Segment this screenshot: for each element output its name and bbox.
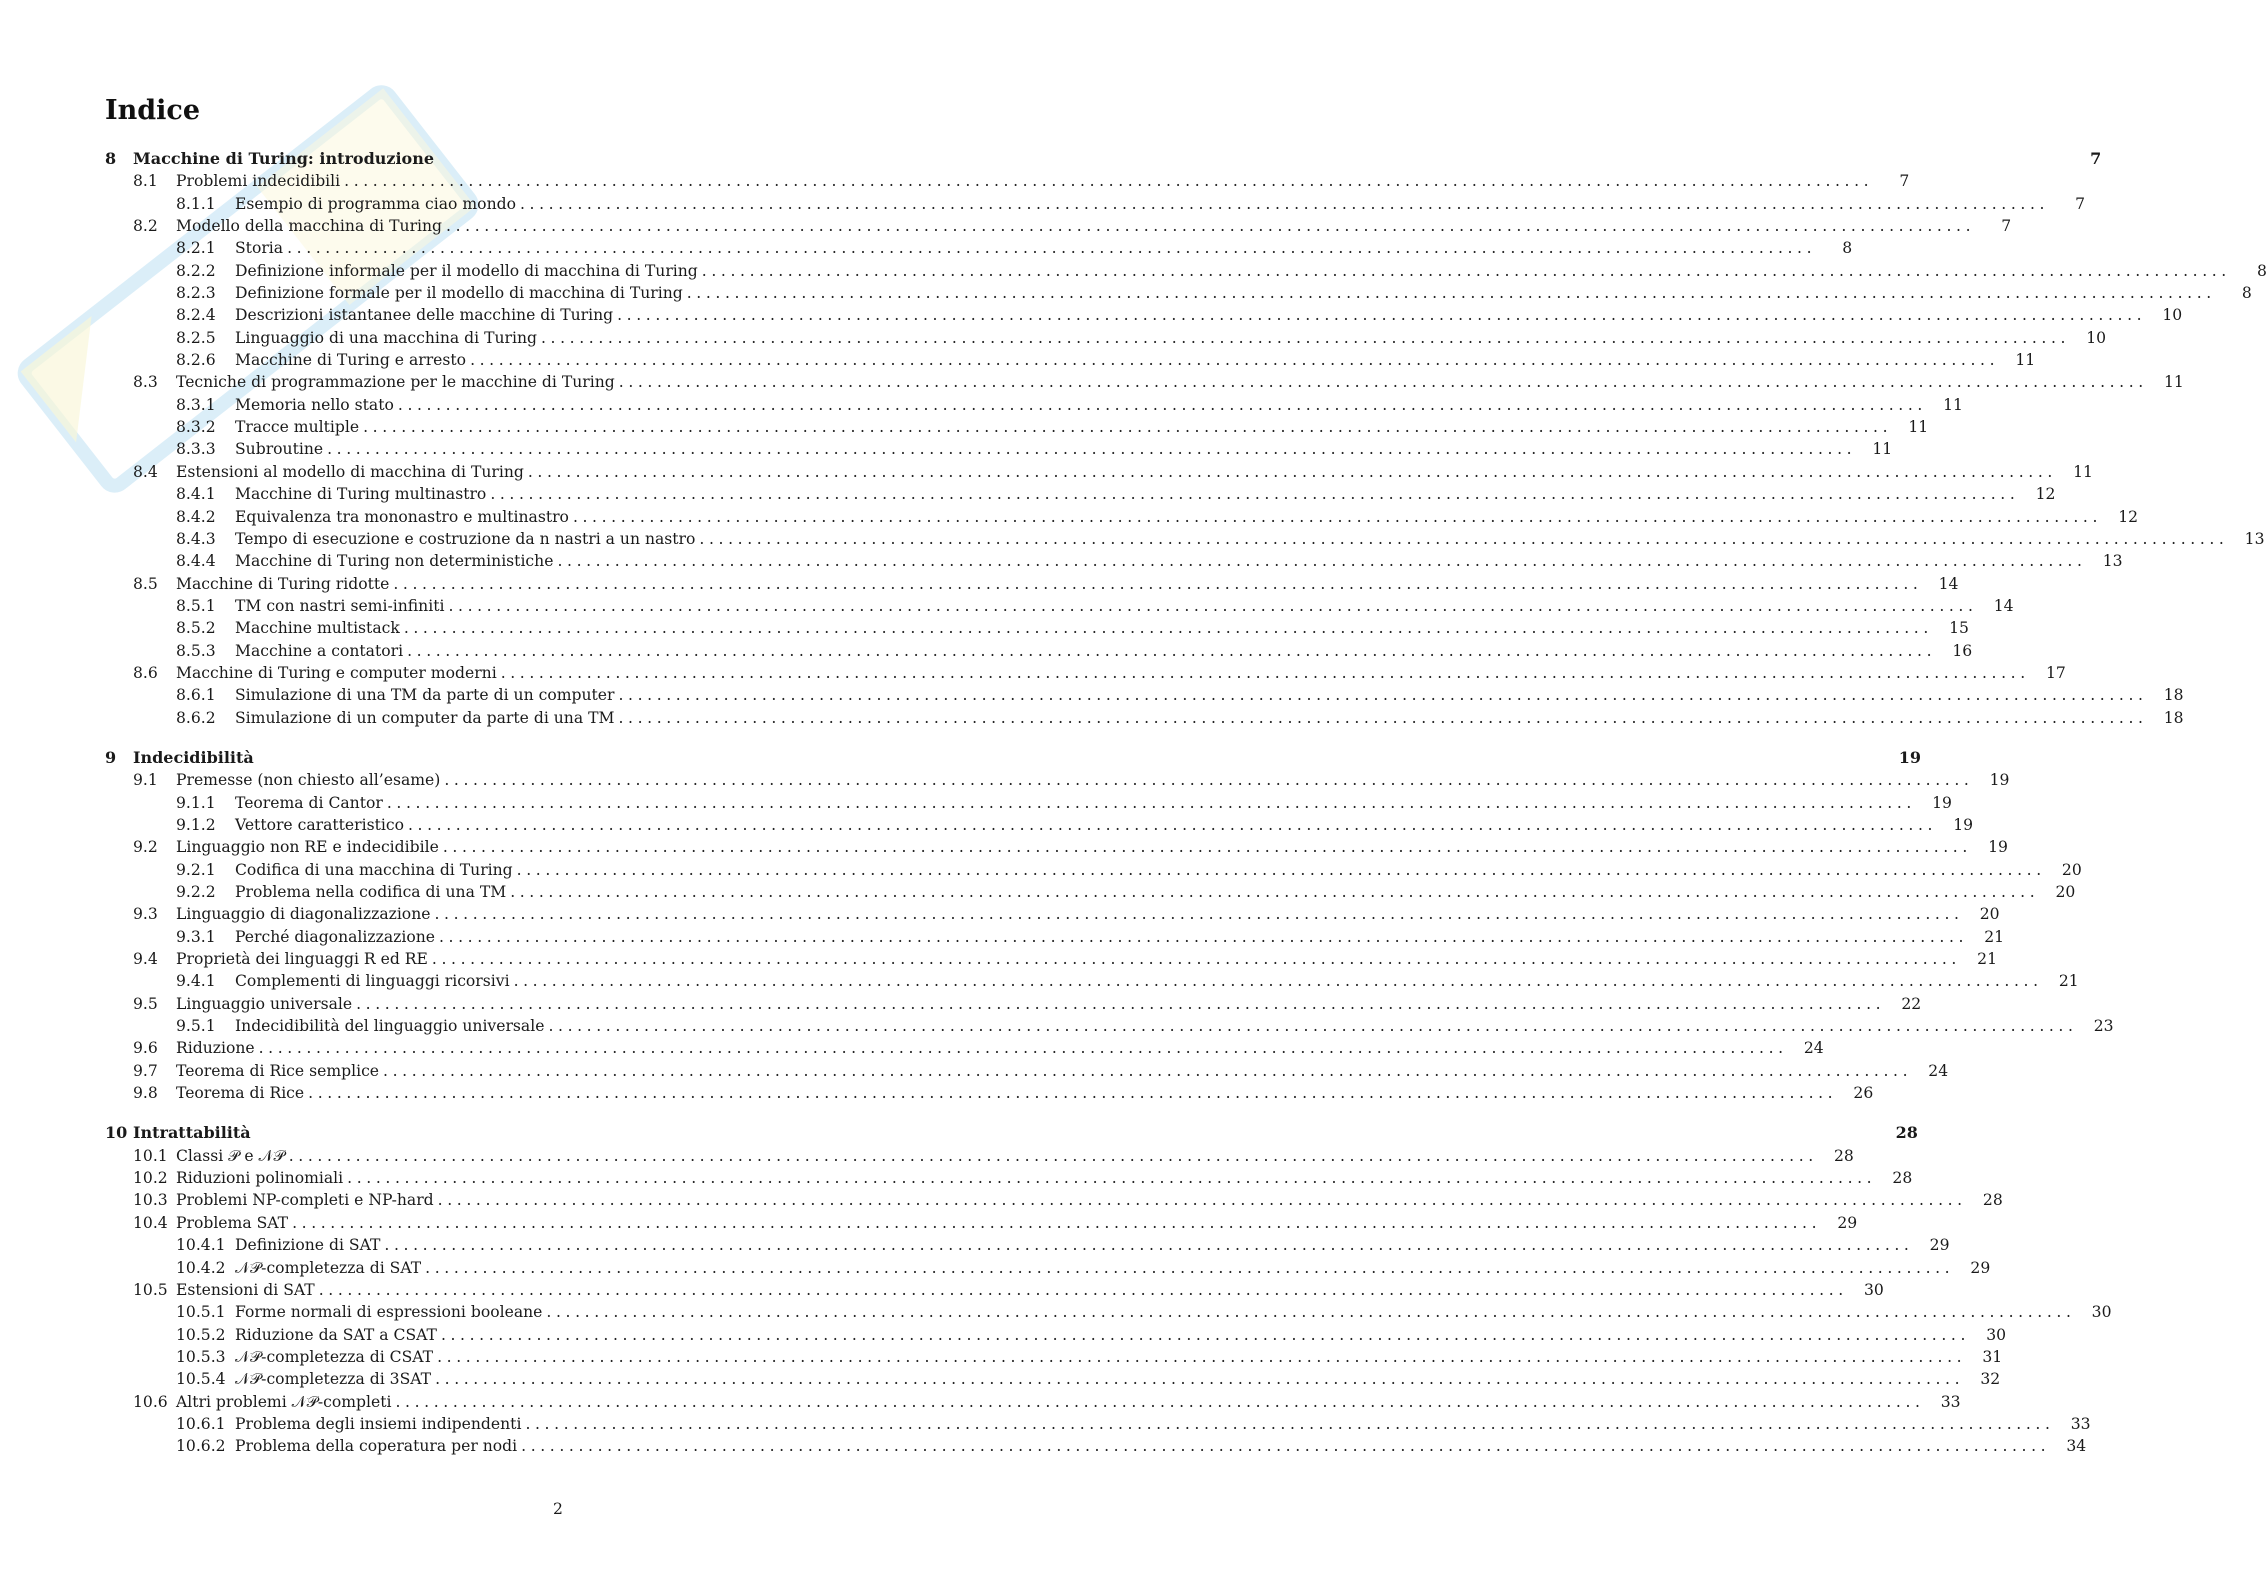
section-entry[interactable] (105, 769, 2010, 791)
subsection-entry[interactable] (105, 193, 2086, 215)
entry-title: Riduzioni polinomiali (176, 1169, 344, 1188)
entry-number: 10.1 (133, 1146, 168, 1165)
dot-leader: ................................................................................................................................................................ (699, 529, 2229, 548)
entry-page: 17 (2045, 663, 2066, 682)
section-entry[interactable] (105, 461, 2093, 483)
entry-title: Proprietà dei linguaggi R ed RE (176, 950, 428, 969)
entry-title: Equivalenza tra mononastro e multinastro (235, 507, 569, 526)
section-entry[interactable] (105, 1189, 2003, 1211)
dot-leader: ................................................................................................................................................................ (572, 507, 2103, 526)
entry-number: 8.6.2 (176, 708, 216, 727)
entry-number: 9.7 (133, 1061, 158, 1080)
entry-number: 9.1 (133, 771, 158, 790)
subsection-entry[interactable] (105, 792, 1952, 814)
dot-leader: ................................................................................................................................................................ (384, 1236, 1914, 1255)
subsection-entry[interactable] (105, 1015, 2114, 1037)
section-entry[interactable] (105, 573, 1959, 595)
entry-page: 12 (2035, 485, 2056, 504)
entry-page: 7 (2001, 217, 2012, 236)
entry-title: Macchine di Turing non deterministiche (235, 552, 554, 571)
entry-page: 21 (2058, 972, 2079, 991)
entry-title: Teorema di Rice semplice (176, 1061, 380, 1080)
entry-page: 19 (1932, 793, 1952, 812)
entry-title: Problemi indecidibili (176, 172, 341, 191)
entry-title: 𝒩𝒫-completezza di SAT (235, 1258, 422, 1277)
entry-number: 9.1.1 (176, 793, 216, 812)
entry-title: Definizione formale per il modello di macchina di Turing (235, 284, 683, 303)
dot-leader: ................................................................................................................................................................ (347, 1169, 1877, 1188)
subsection-entry[interactable] (105, 640, 1973, 662)
entry-page: 11 (2073, 462, 2093, 481)
entry-page: 7 (2075, 194, 2086, 213)
entry-title: Codifica di una macchina di Turing (235, 860, 513, 879)
entry-page: 28 (1982, 1191, 2003, 1210)
subsection-entry[interactable] (105, 859, 2082, 881)
entry-title: Subroutine (235, 440, 324, 459)
section-entry[interactable] (105, 1279, 1884, 1301)
entry-title: Linguaggio universale (176, 994, 353, 1013)
entry-number: 10.4.2 (176, 1258, 226, 1277)
dot-leader: ................................................................................................................................................................ (525, 1414, 2055, 1433)
entry-title: Macchine di Turing: introduzione (133, 149, 435, 168)
entry-number: 8.5 (133, 574, 158, 593)
entry-title: Modello della macchina di Turing (176, 217, 443, 236)
subsection-entry[interactable] (105, 349, 2036, 371)
entry-number: 8.6.1 (176, 686, 216, 705)
entry-number: 10.3 (133, 1191, 168, 1210)
entry-number: 8.6 (133, 663, 158, 682)
entry-number: 10.6.1 (176, 1414, 226, 1433)
entry-title: Problemi NP-completi e NP-hard (176, 1191, 434, 1210)
dot-leader: ................................................................................................................................................................ (540, 328, 2071, 347)
entry-title: Estensioni al modello di macchina di Turing (176, 462, 524, 481)
entry-page: 28 (1833, 1146, 1854, 1165)
entry-title: Simulazione di una TM da parte di un computer (235, 686, 615, 705)
entry-title: Indecidibilità del linguaggio universale (235, 1017, 545, 1036)
entry-title: Complementi di linguaggi ricorsivi (235, 972, 510, 991)
entry-number: 9.2.2 (176, 883, 216, 901)
entry-title: Problema della coperatura per nodi (235, 1437, 518, 1456)
entry-page: 16 (1952, 641, 1973, 660)
dot-leader: ................................................................................................................................................................ (327, 440, 1857, 459)
entry-page: 28 (1895, 1123, 1918, 1143)
entry-number: 10.6.2 (176, 1437, 226, 1456)
entry-title: Linguaggio non RE e indecidibile (176, 838, 439, 857)
dot-leader: ................................................................................................................................................................ (344, 172, 1874, 191)
dot-leader: ................................................................................................................................................................ (686, 284, 2216, 303)
entry-title: Linguaggio di una macchina di Turing (235, 328, 537, 347)
dot-leader: ................................................................................................................................................................ (548, 1017, 2078, 1036)
entry-page: 10 (2086, 328, 2107, 347)
dot-leader: ................................................................................................................................................................ (403, 619, 1933, 638)
entry-number: 8.3.3 (176, 440, 216, 459)
entry-number: 10.4 (133, 1213, 168, 1232)
subsection-entry[interactable] (105, 260, 2267, 282)
entry-title: Simulazione di un computer da parte di una TM (235, 708, 615, 727)
entry-number: 10 (105, 1123, 128, 1143)
toc-chapter (105, 148, 2267, 729)
subsection-entry[interactable] (105, 1234, 1950, 1256)
entry-number: 8.2 (133, 217, 158, 236)
entry-page: 11 (2015, 351, 2036, 370)
section-entry[interactable] (105, 215, 2012, 237)
entry-number: 8.2.2 (176, 261, 216, 280)
dot-leader: ................................................................................................................................................................ (393, 574, 1923, 593)
dot-leader: ................................................................................................................................................................ (440, 1325, 1971, 1344)
entry-number: 8.3 (133, 373, 158, 392)
entry-page: 11 (1943, 395, 1963, 414)
section-entry[interactable] (105, 903, 2000, 925)
entry-number: 9.1.2 (176, 815, 216, 834)
subsection-entry[interactable] (105, 394, 1963, 416)
entry-number: 9.4 (133, 950, 158, 969)
entry-title: Macchine a contatori (235, 641, 404, 660)
dot-leader: ................................................................................................................................................................ (292, 1213, 1822, 1232)
entry-number: 9.2 (133, 838, 158, 857)
entry-page: 30 (1863, 1280, 1884, 1299)
entry-number: 8.3.1 (176, 395, 216, 414)
entry-number: 9.5 (133, 994, 158, 1013)
entry-page: 28 (1892, 1169, 1913, 1188)
dot-leader: ................................................................................................................................................................ (470, 351, 2000, 370)
subsection-entry[interactable] (105, 1301, 2112, 1323)
entry-title: Definizione informale per il modello di macchina di Turing (235, 261, 698, 280)
subsection-entry[interactable] (105, 881, 2076, 903)
subsection-entry[interactable] (105, 438, 1893, 460)
dot-leader: ................................................................................................................................................................ (434, 905, 1964, 924)
dot-leader: ................................................................................................................................................................ (618, 373, 2148, 392)
chapter-entry[interactable] (105, 148, 2102, 170)
dot-leader: ................................................................................................................................................................ (618, 708, 2148, 727)
dot-leader: ................................................................................................................................................................ (425, 1258, 1955, 1277)
entry-title: Macchine di Turing e arresto (235, 351, 467, 370)
entry-number: 8.1 (133, 172, 158, 191)
entry-page: 34 (2066, 1437, 2087, 1456)
entry-page: 13 (2102, 552, 2123, 571)
subsection-entry[interactable] (105, 237, 1853, 259)
entry-page: 13 (2244, 529, 2265, 548)
section-entry[interactable] (105, 371, 2184, 393)
dot-leader: ................................................................................................................................................................ (437, 1347, 1967, 1366)
entry-page: 15 (1949, 619, 1969, 638)
entry-page: 21 (1984, 927, 2005, 946)
dot-leader: ................................................................................................................................................................ (500, 663, 2030, 682)
entry-page: 8 (1842, 239, 1853, 258)
entry-page: 26 (1853, 1084, 1874, 1103)
subsection-entry[interactable] (105, 617, 1969, 639)
dot-leader: ................................................................................................................................................................ (356, 994, 1886, 1013)
entry-title: Classi 𝒫 e 𝒩𝒫 (176, 1146, 285, 1165)
entry-page: 33 (2070, 1414, 2091, 1433)
section-entry[interactable] (105, 1391, 1961, 1413)
entry-page: 14 (1938, 574, 1959, 593)
entry-number: 9.4.1 (176, 972, 216, 991)
section-entry[interactable] (105, 170, 1910, 192)
entry-number: 8.2.5 (176, 328, 216, 347)
entry-number: 10.6 (133, 1392, 168, 1411)
entry-page: 10 (2162, 306, 2183, 325)
section-entry[interactable] (105, 993, 1922, 1015)
entry-title: Macchine di Turing ridotte (176, 574, 390, 593)
subsection-entry[interactable] (105, 528, 2265, 550)
entry-page: 20 (1979, 905, 2000, 924)
entry-title: Problema nella codifica di una TM (235, 883, 507, 901)
entry-number: 8.1.1 (176, 194, 216, 213)
entry-title: Perché diagonalizzazione (235, 927, 435, 946)
dot-leader: ................................................................................................................................................................ (446, 217, 1976, 236)
entry-title: Riduzione da SAT a CSAT (235, 1325, 437, 1344)
dot-leader: ................................................................................................................................................................ (442, 838, 1972, 857)
entry-title: Tecniche di programmazione per le macchine di Turing (176, 373, 615, 392)
entry-title: Problema degli insiemi indipendenti (235, 1414, 522, 1433)
entry-title: Macchine multistack (235, 619, 400, 638)
section-entry[interactable] (105, 1060, 1949, 1082)
entry-number: 8 (105, 149, 117, 168)
entry-title: 𝒩𝒫-completezza di 3SAT (235, 1370, 432, 1389)
toc-chapter (105, 747, 2114, 1105)
entry-page: 33 (1940, 1392, 1961, 1411)
subsection-entry[interactable] (105, 416, 1929, 438)
dot-leader: ................................................................................................................................................................ (510, 883, 2040, 901)
entry-page: 20 (2061, 860, 2082, 879)
entry-title: Teorema di Rice (176, 1084, 305, 1103)
page-title: Indice (105, 95, 201, 126)
entry-page: 24 (1928, 1061, 1949, 1080)
dot-leader: ................................................................................................................................................................ (435, 1370, 1965, 1389)
entry-number: 9.6 (133, 1039, 158, 1058)
entry-page: 18 (2163, 686, 2184, 705)
section-entry[interactable] (105, 662, 2066, 684)
subsection-entry[interactable] (105, 1257, 1991, 1279)
dot-leader: ................................................................................................................................................................ (258, 1039, 1788, 1058)
entry-page: 30 (1986, 1325, 2007, 1344)
subsection-entry[interactable] (105, 1324, 2007, 1346)
entry-number: 10.5.1 (176, 1303, 226, 1322)
page-number: 2 (553, 1500, 563, 1518)
entry-title: Estensioni di SAT (176, 1280, 315, 1299)
dot-leader: ................................................................................................................................................................ (308, 1084, 1838, 1103)
entry-title: Teorema di Cantor (235, 793, 383, 812)
entry-page: 12 (2118, 507, 2139, 526)
entry-page: 31 (1982, 1347, 2003, 1366)
entry-title: Linguaggio di diagonalizzazione (176, 905, 431, 924)
entry-number: 10.5.3 (176, 1347, 226, 1366)
entry-number: 8.2.3 (176, 284, 216, 303)
entry-number: 9.2.1 (176, 860, 216, 879)
entry-title: Forme normali di espressioni booleane (235, 1303, 543, 1322)
subsection-entry[interactable] (105, 1413, 2091, 1435)
entry-number: 8.4.2 (176, 507, 216, 526)
dot-leader: ................................................................................................................................................................ (363, 418, 1893, 437)
section-entry[interactable] (105, 1037, 1824, 1059)
entry-number: 9.3 (133, 905, 158, 924)
entry-title: Esempio di programma ciao mondo (235, 194, 516, 213)
entry-page: 19 (1953, 815, 1974, 834)
chapter-entry[interactable] (105, 747, 1921, 769)
dot-leader: ................................................................................................................................................................ (516, 860, 2046, 879)
dot-leader: ................................................................................................................................................................ (386, 793, 1916, 812)
dot-leader: ................................................................................................................................................................ (557, 552, 2087, 571)
subsection-entry[interactable] (105, 506, 2139, 528)
dot-leader: ................................................................................................................................................................ (397, 395, 1927, 414)
dot-leader: ................................................................................................................................................................ (437, 1191, 1967, 1210)
section-entry[interactable] (105, 948, 1997, 970)
entry-page: 11 (1908, 418, 1929, 437)
toc-chapter (105, 1122, 2112, 1457)
entry-title: Riduzione (176, 1039, 255, 1058)
entry-page: 20 (2055, 883, 2076, 901)
subsection-entry[interactable] (105, 1435, 2087, 1457)
entry-number: 8.2.1 (176, 239, 216, 258)
subsection-entry[interactable] (105, 327, 2107, 349)
dot-leader: ................................................................................................................................................................ (287, 239, 1817, 258)
entry-number: 9.5.1 (176, 1017, 216, 1036)
dot-leader: ................................................................................................................................................................ (288, 1146, 1818, 1165)
entry-title: Premesse (non chiesto all’esame) (176, 771, 441, 790)
subsection-entry[interactable] (105, 304, 2183, 326)
entry-number: 8.4.3 (176, 529, 216, 548)
dot-leader: ................................................................................................................................................................ (513, 972, 2043, 991)
chapter-entry[interactable] (105, 1122, 1918, 1144)
entry-number: 9 (105, 747, 117, 767)
entry-title: Definizione di SAT (235, 1236, 381, 1255)
entry-number: 10.5.4 (176, 1370, 226, 1389)
entry-title: 𝒩𝒫-completezza di CSAT (235, 1347, 434, 1366)
entry-page: 11 (2164, 373, 2184, 392)
dot-leader: ................................................................................................................................................................ (701, 261, 2231, 280)
entry-title: Vettore caratteristico (235, 815, 404, 834)
dot-leader: ................................................................................................................................................................ (444, 771, 1974, 790)
entry-number: 10.5.2 (176, 1325, 226, 1344)
subsection-entry[interactable] (105, 550, 2123, 572)
dot-leader: ................................................................................................................................................................ (527, 462, 2057, 481)
entry-title: Intrattabilità (133, 1123, 251, 1143)
entry-number: 8.4.1 (176, 485, 216, 504)
section-entry[interactable] (105, 1145, 1854, 1167)
entry-title: Descrizioni istantanee delle macchine di Turing (235, 306, 614, 325)
entry-number: 8.4 (133, 462, 158, 481)
entry-number: 8.5.3 (176, 641, 216, 660)
entry-number: 8.3.2 (176, 418, 216, 437)
subsection-entry[interactable] (105, 1368, 2001, 1390)
subsection-entry[interactable] (105, 707, 2184, 729)
entry-page: 22 (1901, 994, 1922, 1013)
entry-number: 8.5.1 (176, 596, 216, 615)
entry-number: 8.2.4 (176, 306, 216, 325)
subsection-entry[interactable] (105, 595, 2014, 617)
entry-number: 10.2 (133, 1169, 168, 1188)
entry-page: 14 (1993, 596, 2014, 615)
section-entry[interactable] (105, 1167, 1913, 1189)
dot-leader: ................................................................................................................................................................ (617, 306, 2147, 325)
dot-leader: ................................................................................................................................................................ (448, 596, 1978, 615)
entry-title: Memoria nello stato (235, 395, 394, 414)
entry-page: 19 (1989, 771, 2010, 790)
entry-page: 7 (2090, 149, 2102, 168)
entry-page: 21 (1977, 950, 1997, 969)
entry-page: 18 (2163, 708, 2184, 727)
subsection-entry[interactable] (105, 970, 2079, 992)
entry-title: Problema SAT (176, 1213, 289, 1232)
subsection-entry[interactable] (105, 814, 1974, 836)
dot-leader: ................................................................................................................................................................ (618, 686, 2148, 705)
subsection-entry[interactable] (105, 1346, 2003, 1368)
dot-leader: ................................................................................................................................................................ (407, 815, 1938, 834)
entry-page: 29 (1837, 1213, 1858, 1232)
dot-leader: ................................................................................................................................................................ (318, 1280, 1848, 1299)
entry-page: 19 (1898, 747, 1921, 767)
entry-title: Macchine di Turing multinastro (235, 485, 487, 504)
subsection-entry[interactable] (105, 684, 2184, 706)
entry-page: 19 (1988, 838, 2008, 857)
subsection-entry[interactable] (105, 483, 2056, 505)
section-entry[interactable] (105, 1082, 1874, 1104)
entry-page: 11 (1872, 440, 1893, 459)
entry-page: 32 (1980, 1370, 2001, 1389)
dot-leader: ................................................................................................................................................................ (490, 485, 2020, 504)
entry-number: 8.2.6 (176, 351, 216, 370)
entry-title: Tracce multiple (235, 418, 360, 437)
entry-page: 30 (2091, 1303, 2112, 1322)
entry-number: 9.3.1 (176, 927, 216, 946)
dot-leader: ................................................................................................................................................................ (407, 641, 1937, 660)
entry-page: 29 (1970, 1258, 1991, 1277)
entry-page: 29 (1929, 1236, 1950, 1255)
dot-leader: ................................................................................................................................................................ (395, 1392, 1925, 1411)
entry-title: Macchine di Turing e computer moderni (176, 663, 497, 682)
subsection-entry[interactable] (105, 282, 2252, 304)
entry-title: Indecidibilità (133, 747, 254, 767)
dot-leader: ................................................................................................................................................................ (546, 1303, 2076, 1322)
entry-title: Altri problemi 𝒩𝒫-completi (176, 1392, 392, 1411)
dot-leader: ................................................................................................................................................................ (519, 194, 2050, 213)
entry-number: 9.8 (133, 1084, 158, 1103)
table-of-contents (105, 148, 2267, 1476)
entry-page: 23 (2093, 1017, 2114, 1036)
dot-leader: ................................................................................................................................................................ (438, 927, 1969, 946)
dot-leader: ................................................................................................................................................................ (383, 1061, 1913, 1080)
entry-page: 8 (2241, 284, 2252, 303)
section-entry[interactable] (105, 1212, 1858, 1234)
entry-number: 8.5.2 (176, 619, 216, 638)
entry-number: 8.4.4 (176, 552, 216, 571)
entry-title: Tempo di esecuzione e costruzione da n nastri a un nastro (235, 529, 696, 548)
dot-leader: ................................................................................................................................................................ (431, 950, 1961, 969)
entry-page: 24 (1803, 1039, 1824, 1058)
entry-title: TM con nastri semi-infiniti (235, 596, 445, 615)
entry-title: Storia (235, 239, 284, 258)
section-entry[interactable] (105, 836, 2008, 858)
subsection-entry[interactable] (105, 926, 2005, 948)
entry-number: 10.4.1 (176, 1236, 226, 1255)
entry-page: 8 (2256, 261, 2267, 280)
dot-leader: ................................................................................................................................................................ (521, 1437, 2051, 1456)
entry-page: 7 (1899, 172, 1910, 191)
entry-number: 10.5 (133, 1280, 168, 1299)
